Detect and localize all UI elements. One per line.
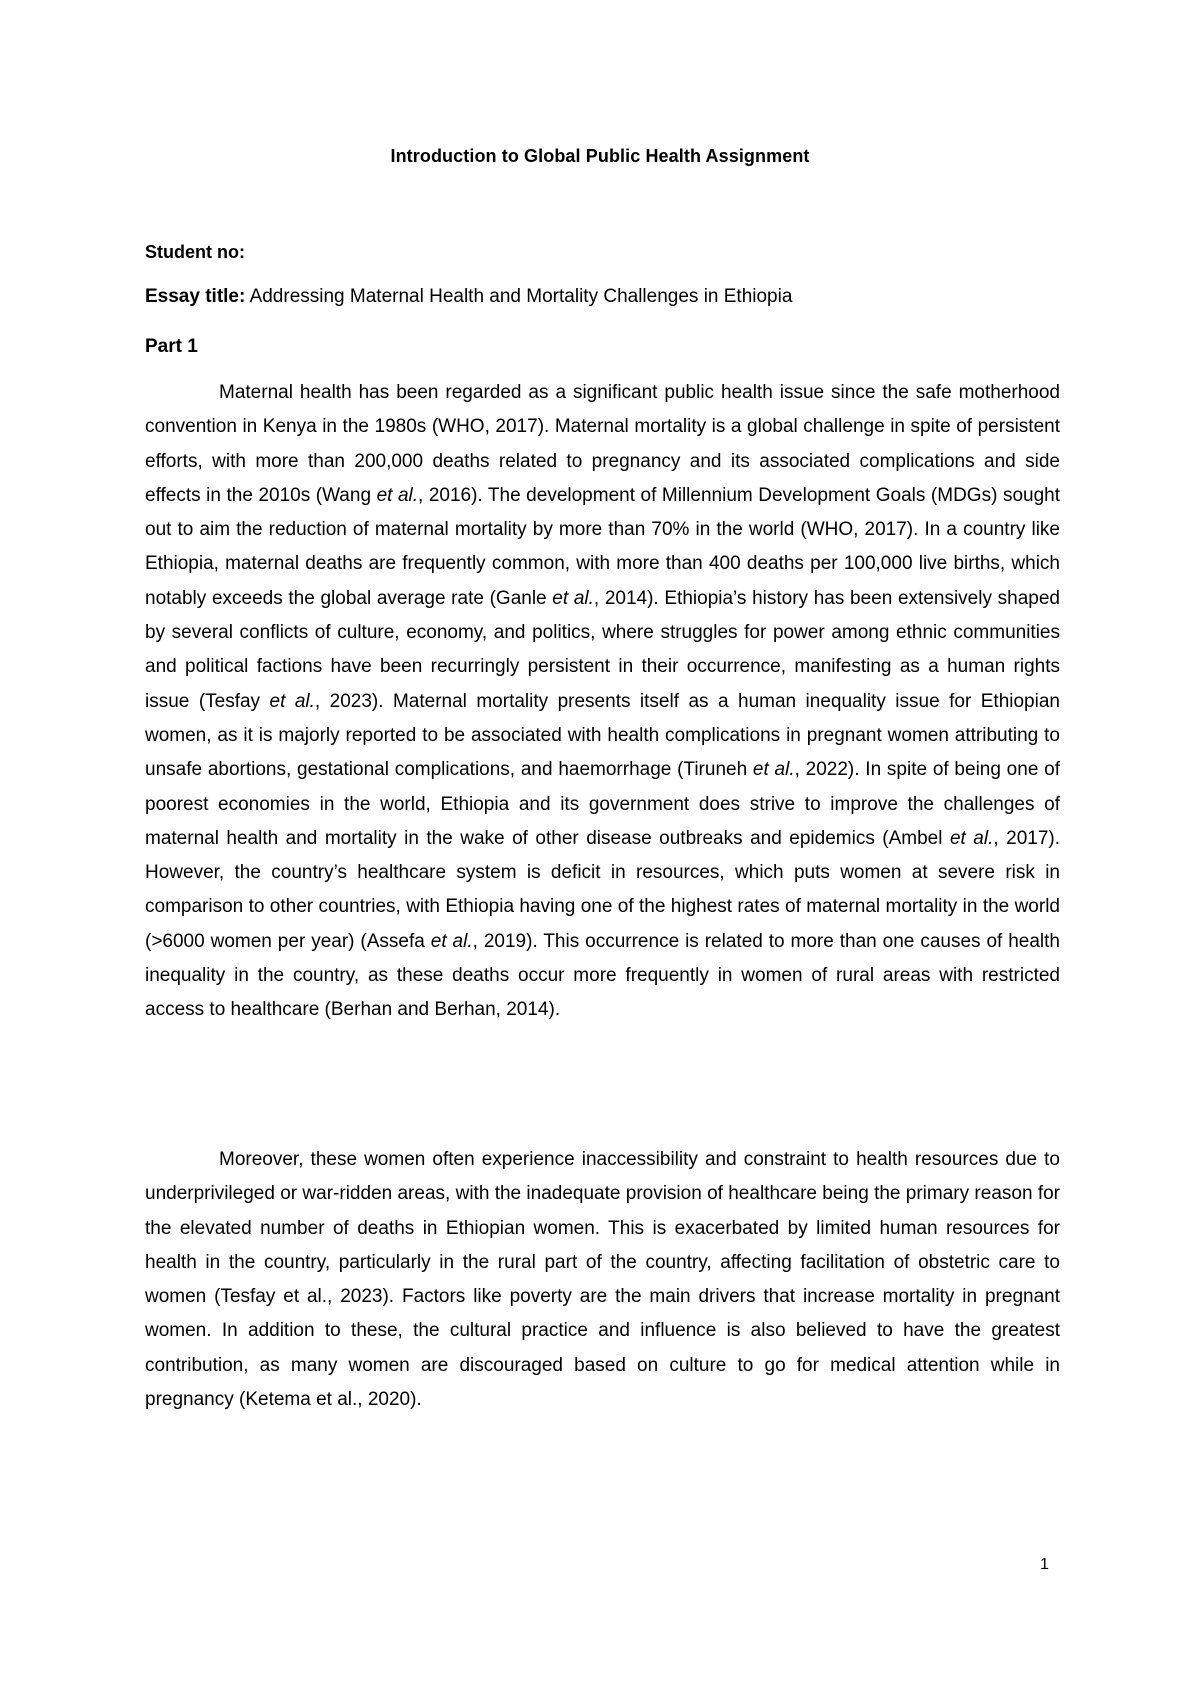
citation-italic: et al. [949,827,994,849]
citation-italic: et al. [430,930,473,952]
text-run: , 2014). Ethiopia’s history has been extensively shaped by several conflicts of culture, economy, and politics, where struggles for power among ethnic communities and political factions have been recurringly persistent in their occurrence, manifesting as a human rights issue (Tesfay [145,587,1060,712]
citation-italic: et al. [752,759,795,781]
citation-italic: et al. [269,690,315,712]
essay-title-label: Essay title: [145,286,246,307]
text-run: Maternal health has been regarded as a significant public health issue since the safe motherhood convention in Kenya in the 1980s (WHO, 2017). Maternal mortality is a global challenge in spite of persistent efforts, with more than 200,000 deaths related to pregnancy and its associated complications and side effects in the 2010s (Wang [145,382,1060,506]
essay-title-line [145,286,792,308]
text-run: , 2019). This occurrence is related to more than one causes of health inequality in the country, as these deaths occur more frequently in women of rural areas with restricted access to healthcare (Berhan and Berhan, 2014). [145,930,1060,1021]
body-paragraph-2 [145,1143,1060,1417]
text-run: , 2023). Maternal mortality presents itself as a human inequality issue for Ethiopian women, as it is majorly reported to be associated with health complications in pregnant women attributing to unsafe abortions, gestational complications, and haemorrhage (Tiruneh [145,690,1060,781]
citation-italic: et al. [552,587,594,609]
citation-italic: et al. [376,484,419,506]
paragraph-text [145,376,1060,1028]
text-run: Moreover, these women often experience inaccessibility and constraint to health resources due to underprivileged or war-ridden areas, with the inadequate provision of healthcare being the primary reason for the elevated number of deaths in Ethiopian women. This is exacerbated by limited human resources for health in the country, particularly in the rural part of the country, affecting facilitation of obstetric care to women (Tesfay et al., 2023). Factors like poverty are the main drivers that increase mortality in pregnant women. In addition to these, the cultural practice and influence is also believed to have the greatest contribution, as many women are discouraged based on culture to go for medical attention while in pregnancy (Ketema et al., 2020). [145,1149,1060,1411]
text-run: , 2022). In spite of being one of poorest economies in the world, Ethiopia and its government does strive to improve the challenges of maternal health and mortality in the wake of other disease outbreaks and epidemics (Ambel [145,759,1061,849]
text-run: , 2016). The development of Millennium Development Goals (MDGs) sought out to aim the reduction of maternal mortality by more than 70% in the world (WHO, 2017). In a country like Ethiopia, maternal deaths are frequently common, with more than 400 deaths per 100,000 live births, which notably exceeds the global average rate (Ganle [145,484,1060,609]
student-number-label: Student no: [145,242,245,262]
page-number: 1 [1040,1556,1049,1573]
paragraph-text [145,1143,1060,1417]
part-heading: Part 1 [145,336,198,357]
essay-title-text: Addressing Maternal Health and Mortality Challenges in Ethiopia [249,286,793,307]
text-run: , 2017). However, the country’s healthcare system is deficit in resources, which puts women at severe risk in comparison to other countries, with Ethiopia having one of the highest rates of maternal mortality in the world (>6000 women per year) (Assefa [145,827,1061,952]
document-title: Introduction to Global Public Health Assignment [390,146,810,166]
body-paragraph-1 [145,376,1060,1028]
